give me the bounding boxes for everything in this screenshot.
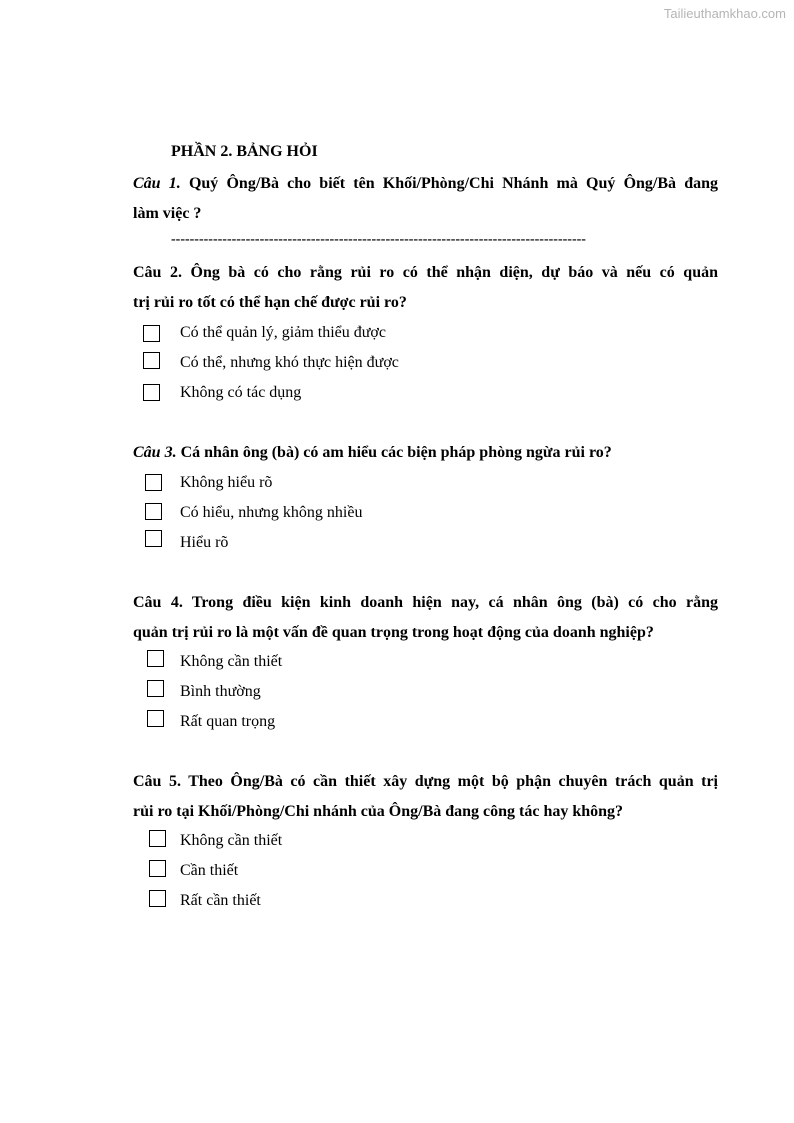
question-3 — [133, 438, 718, 468]
q4-option-2-label: Bình thường — [180, 683, 261, 700]
q4-option-1-checkbox[interactable] — [147, 650, 164, 667]
answer-line[interactable]: ----------------------------------------------------------------------------------------- — [171, 232, 586, 247]
question-3-number: Câu 3. — [133, 444, 177, 461]
q5-option-3-checkbox[interactable] — [149, 890, 166, 907]
q2-option-3-label: Không có tác dụng — [180, 384, 302, 401]
q5-option-2-label: Cần thiết — [180, 862, 239, 879]
q4-option-3-checkbox[interactable] — [147, 710, 164, 727]
question-3-text: Cá nhân ông (bà) có am hiểu các biện pháp phòng ngừa rủi ro? — [180, 444, 612, 461]
question-5-line-1: Câu 5. Theo Ông/Bà có cần thiết xây dựng một bộ phận chuyên trách quản trị — [133, 773, 718, 790]
section-title: PHẦN 2. BẢNG HỎI — [171, 143, 318, 160]
question-5 — [133, 767, 718, 827]
question-3-line-1 — [133, 438, 718, 468]
q3-option-1-label: Không hiểu rõ — [180, 474, 273, 491]
q2-option-2-label: Có thể, nhưng khó thực hiện được — [180, 354, 399, 371]
question-1-text: Quý Ông/Bà cho biết tên Khối/Phòng/Chi Nhánh mà Quý Ông/Bà đang — [188, 175, 719, 192]
q5-option-1-label: Không cần thiết — [180, 832, 283, 849]
question-4-line-1: Câu 4. Trong điều kiện kinh doanh hiện nay, cá nhân ông (bà) có cho rằng — [133, 594, 718, 611]
q3-option-1-checkbox[interactable] — [145, 474, 162, 491]
q3-option-2-checkbox[interactable] — [145, 503, 162, 520]
question-4-line-2: quản trị rủi ro là một vấn đề quan trọng trong hoạt động của doanh nghiệp? — [133, 624, 654, 641]
q4-option-3-label: Rất quan trọng — [180, 713, 276, 730]
q2-option-1-label: Có thể quản lý, giảm thiểu được — [180, 324, 386, 341]
q5-option-2-checkbox[interactable] — [149, 860, 166, 877]
question-5-line-2: rủi ro tại Khối/Phòng/Chi nhánh của Ông/Bà đang công tác hay không? — [133, 803, 624, 820]
question-1 — [133, 169, 718, 229]
q2-option-3-checkbox[interactable] — [143, 384, 160, 401]
q2-option-2-checkbox[interactable] — [143, 352, 160, 369]
question-1-number: Câu 1. — [133, 175, 181, 192]
question-2 — [133, 258, 718, 318]
watermark: Tailieuthamkhao.com — [663, 6, 786, 21]
q3-option-3-label: Hiểu rõ — [180, 534, 229, 551]
q5-option-3-label: Rất cần thiết — [180, 892, 261, 909]
q3-option-2-label: Có hiểu, nhưng không nhiều — [180, 504, 363, 521]
q3-option-3-checkbox[interactable] — [145, 530, 162, 547]
q5-option-1-checkbox[interactable] — [149, 830, 166, 847]
q4-option-1-label: Không cần thiết — [180, 653, 283, 670]
question-2-line-2: trị rủi ro tốt có thể hạn chế được rủi ro? — [133, 294, 407, 311]
question-1-line-2: làm việc ? — [133, 205, 202, 222]
question-2-line-1: Câu 2. Ông bà có cho rằng rủi ro có thể nhận diện, dự báo và nếu có quản — [133, 264, 718, 281]
q4-option-2-checkbox[interactable] — [147, 680, 164, 697]
question-4 — [133, 588, 718, 648]
q2-option-1-checkbox[interactable] — [143, 325, 160, 342]
question-1-line-1 — [133, 169, 718, 199]
